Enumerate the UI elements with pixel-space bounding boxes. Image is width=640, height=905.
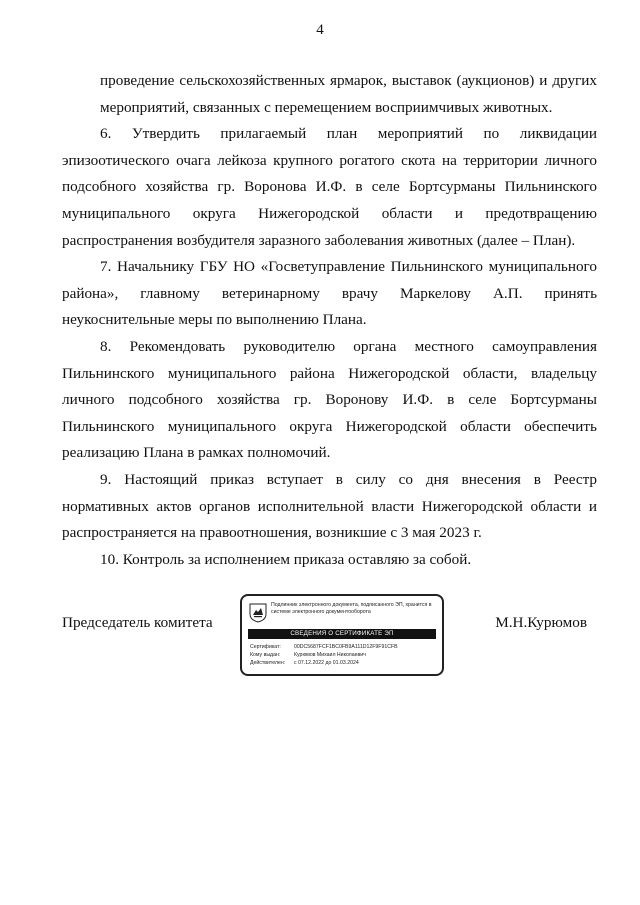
stamp-owner-line	[250, 651, 440, 659]
stamp-valid-label: Действителен:	[250, 660, 286, 666]
stamp-details	[250, 643, 440, 667]
stamp-cert-label: Сертификат:	[250, 644, 281, 650]
stamp-owner-label: Кому выдан:	[250, 652, 281, 658]
paragraph-item-9: 9. Настоящий приказ вступает в силу со дня внесения в Реестр нормативных актов органов исполнительной власти Нижегородской области и распространяется на правоотношения, возникшие с 3 мая 2023 г.	[62, 470, 597, 542]
stamp-valid-value: с 07.12.2022 до 01.03.2024	[294, 660, 359, 666]
stamp-header: СВЕДЕНИЯ О СЕРТИФИКАТЕ ЭП	[248, 629, 436, 639]
paragraph-continuation: проведение сельскохозяйственных ярмарок, выставок (аукционов) и других мероприятий, связанных с перемещением восприимчивых животных.	[100, 72, 597, 116]
paragraph-item-8: 8. Рекомендовать руководителю органа местного самоуправления Пильнинского муниципального района Нижегородской области, владельцу личного подсобного хозяйства гр. Воронову И.Ф. в селе Бортсурманы Пильнинского муниципального округа Нижегородской области обеспечить реализацию Плана в рамках полномочий.	[62, 337, 597, 462]
signer-name: М.Н.Курюмов	[495, 614, 587, 631]
signer-title: Председатель комитета	[62, 614, 213, 631]
stamp-valid-line	[250, 659, 440, 667]
coat-of-arms-icon	[249, 603, 267, 623]
document-body	[62, 68, 597, 573]
paragraph-item-7: 7. Начальнику ГБУ НО «Госветуправление Пильнинского муниципального района», главному ветеринарному врачу Маркелову А.П. принять неукоснительные меры по выполнению Плана.	[62, 258, 597, 329]
stamp-owner-value: Курюмов Михаил Николаевич	[294, 652, 366, 658]
signature-block	[62, 590, 597, 680]
page-number: 4	[316, 22, 324, 38]
paragraph-item-6: 6. Утвердить прилагаемый план мероприятий по ликвидации эпизоотического очага лейкоза крупного рогатого скота на территории личного подсобного хозяйства гр. Воронова И.Ф. в селе Бортсурманы Пильнинского муниципального округа Нижегородской области и предотвращению распространения возбудителя заразного заболевания животных (далее – План).	[62, 125, 597, 249]
paragraph-item-10: 10. Контроль за исполнением приказа оставляю за собой.	[100, 550, 472, 568]
stamp-note: Подлинник электронного документа, подписанного ЭП, хранится в системе электронного документооборота	[271, 602, 432, 615]
stamp-cert-line	[250, 643, 440, 651]
electronic-signature-stamp	[240, 594, 444, 676]
stamp-cert-value: 00DC5687FCF1BC0FB9A111D12F9F91CFB	[294, 644, 398, 650]
